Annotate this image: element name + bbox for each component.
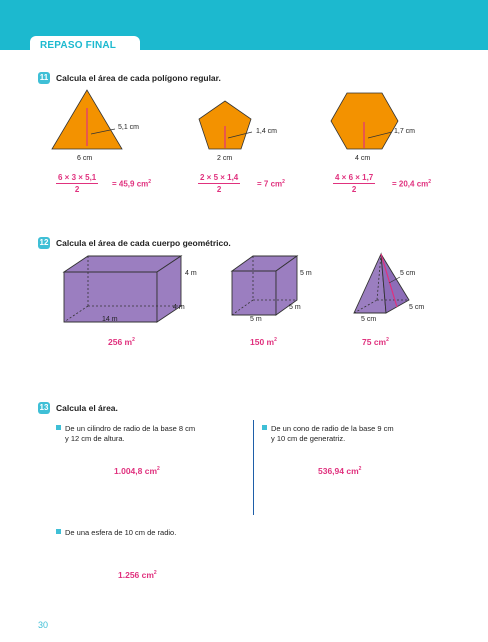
hexagon-side-label: 4 cm xyxy=(355,155,371,162)
column-divider xyxy=(253,420,254,515)
prism-height-label: 4 m xyxy=(185,270,197,277)
exercise-number-13: 13 xyxy=(39,403,49,412)
sphere-answer: 1.256 $cm^2$ xyxy=(118,570,157,580)
cube-depth-label: 5 m xyxy=(289,304,301,311)
pyramid-base-label: 5 cm xyxy=(361,316,377,323)
pentagon-formula-denominator: 2 xyxy=(216,185,222,194)
pentagon-result: = 7 $cm^2$ xyxy=(257,179,285,189)
cone-item: De un cono de radio de la base 9 cm y 10 cm de generatriz. xyxy=(262,424,394,444)
cube-height-label: 5 m xyxy=(300,270,312,277)
cube-answer: 150 $m^2$ xyxy=(250,337,277,347)
triangle-result: = 45,9 $cm^2$ xyxy=(112,179,152,189)
pyramid-side-label: 5 cm xyxy=(409,304,425,311)
triangle-side-label: 6 cm xyxy=(77,155,93,162)
prism-answer: 256 $m^2$ xyxy=(108,337,135,347)
triangle-formula-denominator: 2 xyxy=(74,185,80,194)
prism-length-label: 14 m xyxy=(102,316,118,323)
sphere-item: De una esfera de 10 cm de radio. xyxy=(56,528,176,538)
exercise-number-12: 12 xyxy=(39,238,49,247)
page-number: 30 xyxy=(38,620,49,630)
prism-depth-label: 4 m xyxy=(173,304,185,311)
triangle-formula xyxy=(56,173,98,194)
hexagon-formula xyxy=(333,173,375,194)
section-tab-label: REPASO FINAL xyxy=(40,40,117,51)
exercise-13-prompt: Calcula el área. xyxy=(56,403,118,413)
hexagon-result: = 20,4 $cm^2$ xyxy=(392,179,432,189)
bullet-icon xyxy=(56,425,61,430)
pentagon-formula xyxy=(198,173,240,194)
cube-shape xyxy=(232,256,297,315)
cone-answer: 536,94 $cm^2$ xyxy=(318,466,362,476)
prism-shape xyxy=(64,256,181,322)
hexagon-formula-denominator: 2 xyxy=(351,185,357,194)
exercise-12-prompt: Calcula el área de cada cuerpo geométrico. xyxy=(56,238,231,248)
pentagon-side-label: 2 cm xyxy=(217,155,233,162)
pyramid-answer: 75 $cm^2$ xyxy=(362,337,389,347)
pyramid-shape xyxy=(354,254,409,313)
pyramid-slant-label: 5 cm xyxy=(400,270,416,277)
bullet-icon xyxy=(56,529,61,534)
hexagon-formula-numerator: 4 × 6 × 1,7 xyxy=(335,173,374,182)
hexagon-apothem-label: 1,7 cm xyxy=(394,128,416,135)
cylinder-answer: 1.004,8 $cm^2$ xyxy=(114,466,160,476)
bullet-icon xyxy=(262,425,267,430)
pentagon-apothem-label: 1,4 cm xyxy=(256,128,278,135)
exercise-11-prompt: Calcula el área de cada polígono regular. xyxy=(56,73,221,83)
pentagon-formula-numerator: 2 × 5 × 1,4 xyxy=(200,173,239,182)
exercise-number-11: 11 xyxy=(39,73,49,82)
cube-length-label: 5 m xyxy=(250,316,262,323)
triangle-formula-numerator: 6 × 3 × 5,1 xyxy=(58,173,97,182)
cylinder-item: De un cilindro de radio de la base 8 cm y 12 cm de altura. xyxy=(56,424,195,444)
triangle-apothem-label: 5,1 cm xyxy=(118,124,140,131)
